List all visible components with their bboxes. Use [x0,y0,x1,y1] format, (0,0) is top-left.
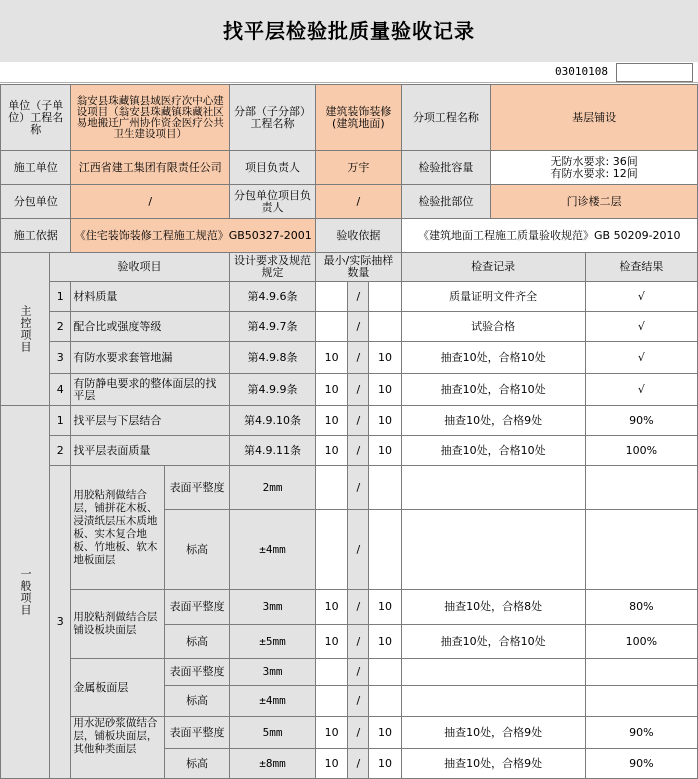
main-row-record[interactable]: 抽查10处，合格10处 [401,374,585,406]
sub3-row-name: 标高 [165,749,230,779]
col-sample: 最小/实际抽样数量 [316,253,402,282]
sub3-row-name: 表面平整度 [165,590,230,625]
sub3-row-act[interactable] [369,686,401,717]
main-row-name: 配合比或强度等级 [71,312,230,342]
sub3-row-slash: / [348,659,369,686]
main-row-slash: / [348,342,369,374]
sub-pm-value[interactable]: / [316,185,402,219]
sub3-row-result[interactable] [585,686,697,717]
sub3-row-name: 表面平整度 [165,466,230,510]
sub3-row-record[interactable] [401,510,585,590]
sub3-row-spec: 5mm [230,717,316,749]
main-row-no: 4 [50,374,71,406]
general-row-spec: 第4.9.10条 [230,406,316,436]
general-row-min[interactable]: 10 [316,406,348,436]
main-row-spec: 第4.9.6条 [230,282,316,312]
sub3-row-act[interactable]: 10 [369,625,401,659]
sub3-row-min[interactable] [316,686,348,717]
main-row-no: 1 [50,282,71,312]
main-row-act[interactable]: 10 [369,374,401,406]
sub3-row-act[interactable] [369,659,401,686]
main-row-slash: / [348,312,369,342]
general-row-min[interactable]: 10 [316,436,348,466]
main-row-slash: / [348,374,369,406]
pm-value[interactable]: 万宇 [316,151,402,185]
sub3-row-slash: / [348,749,369,779]
general-row-result[interactable]: 100% [585,436,697,466]
sub3-row-spec: ±8mm [230,749,316,779]
sub3-row-record[interactable] [401,686,585,717]
constructor-label: 施工单位 [1,151,71,185]
sub3-row-name: 标高 [165,625,230,659]
capacity-value[interactable] [491,151,698,185]
accept-label: 验收依据 [316,219,402,253]
general-group-label: 一般项目 [1,406,50,779]
col-item: 验收项目 [50,253,230,282]
sub3-row-act[interactable]: 10 [369,590,401,625]
general-row-slash: / [348,436,369,466]
main-row-name: 有防静电要求的整体面层的找平层 [71,374,230,406]
col-result: 检查结果 [585,253,697,282]
basis-label: 施工依据 [1,219,71,253]
sub3-row-slash: / [348,510,369,590]
main-row-record[interactable]: 抽查10处，合格10处 [401,342,585,374]
sub3-row-result[interactable]: 100% [585,625,697,659]
main-row-result[interactable]: √ [585,374,697,406]
main-row-result[interactable]: √ [585,312,697,342]
sub3-row-spec: 3mm [230,659,316,686]
form-code: 03010108 [555,65,608,78]
sub3-row-slash: / [348,686,369,717]
general-row-no: 1 [50,406,71,436]
sub3-row-spec: ±4mm [230,686,316,717]
capacity-line-2: 有防水要求: 12间 [550,166,638,180]
sub3-row-result[interactable]: 80% [585,590,697,625]
main-row-act[interactable] [369,282,401,312]
division-value[interactable]: 建筑装饰装修(建筑地面) [316,85,402,151]
capacity-label: 检验批容量 [401,151,491,185]
general-row-no: 2 [50,436,71,466]
sub3-row-min[interactable]: 10 [316,590,348,625]
general-row-act[interactable]: 10 [369,436,401,466]
sub3-row-slash: / [348,466,369,510]
sub3-row-act[interactable]: 10 [369,717,401,749]
sub3-row-spec: ±4mm [230,510,316,590]
basis-value[interactable]: 《住宅装饰装修工程施工规范》GB50327-2001 [71,219,316,253]
location-value[interactable]: 门诊楼二层 [491,185,698,219]
sub3-row-result[interactable] [585,659,697,686]
sub3-group: 用水泥砂浆做结合层，铺板块面层，其他种类面层 [71,717,165,779]
constructor-value[interactable]: 江西省建工集团有限责任公司 [71,151,230,185]
sub3-no: 3 [50,466,71,779]
sub3-row-record[interactable] [401,466,585,510]
sub3-group: 金属板面层 [71,659,165,717]
col-spec: 设计要求及规范规定 [230,253,316,282]
sub3-row-result[interactable]: 90% [585,717,697,749]
code-input-cell[interactable] [616,63,693,82]
sub3-row-result[interactable] [585,466,697,510]
unit-label: 单位（子单位）工程名称 [1,85,71,151]
location-label: 检验批部位 [401,185,491,219]
sub3-row-record[interactable]: 抽查10处，合格10处 [401,625,585,659]
general-row-spec: 第4.9.11条 [230,436,316,466]
main-row-result[interactable]: √ [585,282,697,312]
sub3-row-act[interactable] [369,466,401,510]
main-row-act[interactable]: 10 [369,342,401,374]
sub-value[interactable]: / [71,185,230,219]
inspection-table [0,84,698,779]
sub3-group: 用胶粘剂做结合层铺设板块面层 [71,590,165,659]
main-row-spec: 第4.9.8条 [230,342,316,374]
item-label: 分项工程名称 [401,85,491,151]
general-row-result[interactable]: 90% [585,406,697,436]
sub3-row-min[interactable] [316,466,348,510]
sub3-row-min[interactable] [316,659,348,686]
sub3-row-name: 表面平整度 [165,659,230,686]
main-row-min[interactable]: 10 [316,342,348,374]
main-row-name: 材料质量 [71,282,230,312]
sub3-row-slash: / [348,717,369,749]
main-group-label: 主控项目 [1,253,50,406]
sub3-row-record[interactable]: 抽查10处，合格9处 [401,717,585,749]
col-record: 检查记录 [401,253,585,282]
main-row-spec: 第4.9.7条 [230,312,316,342]
sub3-row-min[interactable]: 10 [316,717,348,749]
sub3-row-result[interactable] [585,510,697,590]
main-row-no: 2 [50,312,71,342]
main-row-act[interactable] [369,312,401,342]
sub3-row-name: 标高 [165,510,230,590]
general-row-record[interactable]: 抽查10处，合格10处 [401,436,585,466]
sub-label: 分包单位 [1,185,71,219]
sub3-row-min[interactable]: 10 [316,749,348,779]
general-row-act[interactable]: 10 [369,406,401,436]
main-row-result[interactable]: √ [585,342,697,374]
sub3-row-spec: ±5mm [230,625,316,659]
sub-pm-label: 分包单位项目负责人 [230,185,316,219]
main-row-record[interactable]: 试验合格 [401,312,585,342]
sub3-row-record[interactable]: 抽查10处，合格9处 [401,749,585,779]
pm-label: 项目负责人 [230,151,316,185]
sub3-row-min[interactable] [316,510,348,590]
main-row-min[interactable]: 10 [316,374,348,406]
general-row-slash: / [348,406,369,436]
sub3-row-spec: 2mm [230,466,316,510]
sub3-row-name: 标高 [165,686,230,717]
capacity-line-1: 无防水要求: 36间 [550,154,638,168]
general-row-name: 找平层与下层结合 [71,406,230,436]
main-row-min[interactable] [316,282,348,312]
sub3-row-name: 表面平整度 [165,717,230,749]
main-row-spec: 第4.9.9条 [230,374,316,406]
page-title: 找平层检验批质量验收记录 [223,19,475,43]
main-row-no: 3 [50,342,71,374]
main-row-min[interactable] [316,312,348,342]
accept-value[interactable]: 《建筑地面工程施工质量验收规范》GB 50209-2010 [401,219,697,253]
sub3-row-record[interactable] [401,659,585,686]
main-row-name: 有防水要求套管地漏 [71,342,230,374]
sub3-row-min[interactable]: 10 [316,625,348,659]
unit-value[interactable]: 翁安县珠藏镇县域医疗次中心建设项目（翁安县珠藏镇珠藏社区易地搬迁广州协作资金医疗公共卫生建设项目） [71,85,230,151]
main-row-record[interactable]: 质量证明文件齐全 [401,282,585,312]
general-row-record[interactable]: 抽查10处，合格9处 [401,406,585,436]
division-label: 分部（子分部）工程名称 [230,85,316,151]
sub3-row-result[interactable]: 90% [585,749,697,779]
sub3-row-record[interactable]: 抽查10处，合格8处 [401,590,585,625]
general-row-name: 找平层表面质量 [71,436,230,466]
item-value[interactable]: 基层铺设 [491,85,698,151]
sub3-row-slash: / [348,590,369,625]
sub3-row-spec: 3mm [230,590,316,625]
sub3-row-act[interactable]: 10 [369,749,401,779]
sub3-row-act[interactable] [369,510,401,590]
sub3-group: 用胶粘剂做结合层，铺拼花木板、浸渍纸层压木质地板、实木复合地板、竹地板、软木地板面层 [71,466,165,590]
main-row-slash: / [348,282,369,312]
sub3-row-slash: / [348,625,369,659]
